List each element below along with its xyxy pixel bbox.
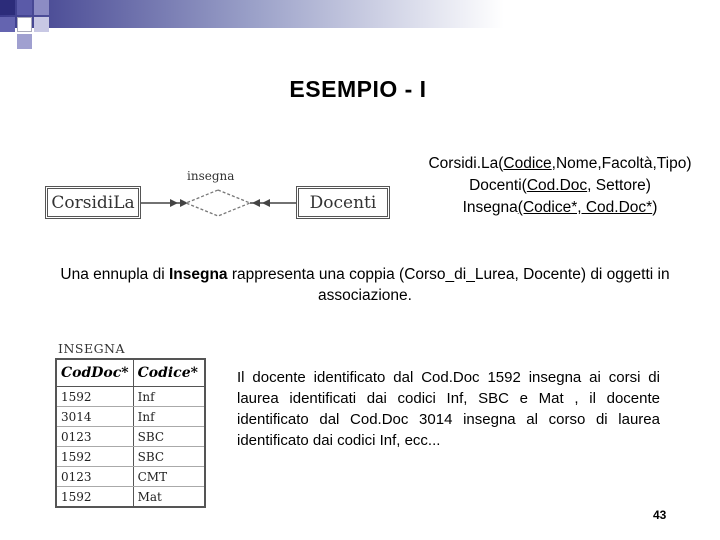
explanation-text: Il docente identificato dal Cod.Doc 1592 insegna ai corsi di laurea identificati dai codici Inf, SBC e Mat , il docente identificato dal Cod.Doc 3014 insegna al corso di laurea identificato dai codici Inf, ecc...	[237, 369, 660, 449]
table-row	[56, 387, 205, 407]
relational-schema	[400, 153, 720, 219]
table-cell: 0123	[56, 467, 133, 487]
relationship-label: insegna	[187, 169, 235, 183]
page-number: 43	[653, 508, 667, 522]
table-caption: INSEGNA	[58, 341, 126, 356]
schema-docenti: Docenti(Cod.Doc, Settore)	[469, 177, 651, 194]
insegna-table	[55, 358, 206, 508]
description-paragraph: Una ennupla di Insegna rappresenta una coppia (Corso_di_Lurea, Docente) di oggetti in associazione.	[60, 266, 670, 304]
table-cell: SBC	[133, 447, 205, 467]
table-header-row	[56, 359, 205, 387]
table-cell: 1592	[56, 447, 133, 467]
table-row	[56, 487, 205, 508]
column-header: CodDoc*	[56, 359, 133, 387]
schema-insegna: Insegna(Codice*, Cod.Doc*)	[462, 199, 658, 216]
table-cell: 1592	[56, 387, 133, 407]
entity-corsidila: CorsidiLa	[45, 186, 141, 219]
table-cell: Inf	[133, 387, 205, 407]
table-cell: 0123	[56, 427, 133, 447]
table-cell: 3014	[56, 407, 133, 427]
table-cell: CMT	[133, 467, 205, 487]
table-cell: Inf	[133, 407, 205, 427]
table-row	[56, 407, 205, 427]
table-row	[56, 427, 205, 447]
table-row	[56, 447, 205, 467]
relationship-diamond	[186, 190, 250, 216]
header-bar	[0, 0, 720, 28]
table-cell: SBC	[133, 427, 205, 447]
entity-docenti: Docenti	[296, 186, 390, 219]
table-cell: Mat	[133, 487, 205, 508]
slide-title: ESEMPIO - I	[289, 76, 427, 102]
table-row	[56, 467, 205, 487]
schema-corsidila: Corsidi.La(Codice,Nome,Facoltà,Tipo)	[428, 155, 692, 172]
column-header: Codice*	[133, 359, 205, 387]
table-cell: 1592	[56, 487, 133, 508]
